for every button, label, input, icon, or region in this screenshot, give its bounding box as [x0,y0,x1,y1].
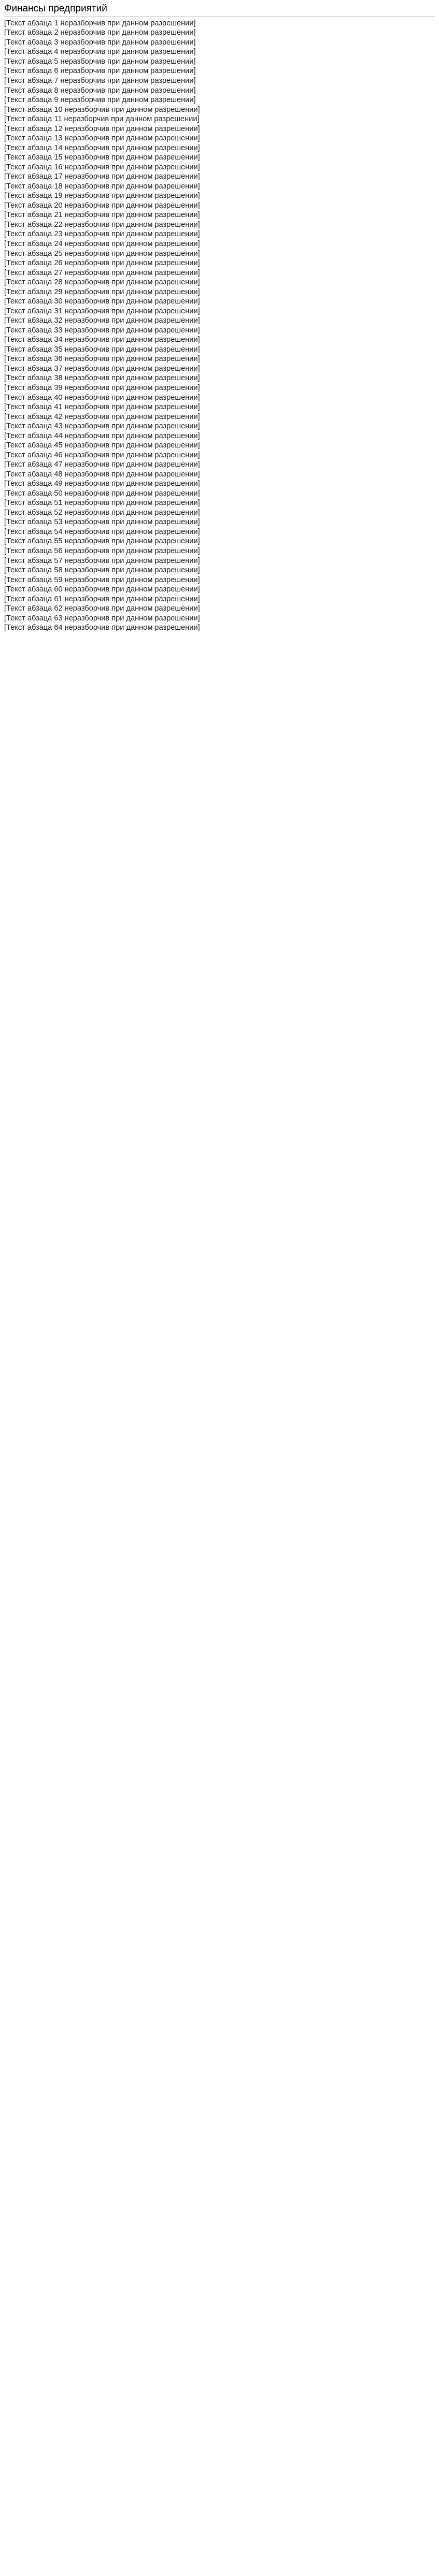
article-paragraph: [Текст абзаца 8 неразборчив при данном разрешении] [4,86,196,95]
article-paragraph: [Текст абзаца 7 неразборчив при данном разрешении] [4,76,196,85]
article-paragraph: [Текст абзаца 34 неразборчив при данном разрешении] [4,336,200,344]
article-paragraph: [Текст абзаца 46 неразборчив при данном разрешении] [4,451,200,459]
article-paragraph: [Текст абзаца 49 неразборчив при данном разрешении] [4,480,200,488]
article-paragraph: [Текст абзаца 35 неразборчив при данном разрешении] [4,345,200,354]
article-paragraph: [Текст абзаца 44 неразборчив при данном разрешении] [4,431,200,440]
article-paragraph: [Текст абзаца 6 неразборчив при данном разрешении] [4,67,196,76]
article-paragraph: [Текст абзаца 27 неразборчив при данном разрешении] [4,268,200,277]
article-paragraph: [Текст абзаца 63 неразборчив при данном разрешении] [4,614,200,623]
article-paragraph: [Текст абзаца 23 неразборчив при данном разрешении] [4,230,200,239]
article-paragraph: [Текст абзаца 31 неразборчив при данном разрешении] [4,307,200,315]
article-body [4,19,435,633]
article-paragraph: [Текст абзаца 13 неразборчив при данном разрешении] [4,134,200,143]
article-paragraph: [Текст абзаца 51 неразборчив при данном разрешении] [4,499,200,508]
article-paragraph: [Текст абзаца 60 неразборчив при данном разрешении] [4,585,200,594]
article-paragraph: [Текст абзаца 22 неразборчив при данном разрешении] [4,220,200,229]
article-paragraph: [Текст абзаца 5 неразборчив при данном разрешении] [4,57,196,66]
article-paragraph: [Текст абзаца 18 неразборчив при данном разрешении] [4,182,200,191]
article-paragraph: [Текст абзаца 52 неразборчив при данном разрешении] [4,508,200,517]
article-paragraph: [Текст абзаца 3 неразборчив при данном разрешении] [4,38,196,47]
article-paragraph: [Текст абзаца 32 неразборчив при данном разрешении] [4,316,200,325]
article-paragraph: [Текст абзаца 47 неразборчив при данном разрешении] [4,460,200,469]
article-paragraph: [Текст абзаца 54 неразборчив при данном разрешении] [4,527,200,536]
article-paragraph: [Текст абзаца 24 неразборчив при данном разрешении] [4,240,200,249]
article-paragraph: [Текст абзаца 20 неразборчив при данном разрешении] [4,201,200,210]
article-paragraph: [Текст абзаца 29 неразборчив при данном разрешении] [4,287,200,296]
article-paragraph: [Текст абзаца 41 неразборчив при данном разрешении] [4,403,200,412]
article-paragraph: [Текст абзаца 15 неразборчив при данном разрешении] [4,153,200,162]
article-paragraph: [Текст абзаца 1 неразборчив при данном разрешении] [4,19,196,27]
article-paragraph: [Текст абзаца 62 неразборчив при данном разрешении] [4,604,200,613]
article-paragraph: [Текст абзаца 14 неразборчив при данном разрешении] [4,143,200,152]
article-paragraph: [Текст абзаца 55 неразборчив при данном разрешении] [4,537,200,546]
article-paragraph: [Текст абзаца 19 неразборчив при данном разрешении] [4,192,200,200]
article-paragraph: [Текст абзаца 25 неразборчив при данном разрешении] [4,249,200,258]
article-paragraph: [Текст абзаца 16 неразборчив при данном разрешении] [4,163,200,171]
article-paragraph: [Текст абзаца 50 неразборчив при данном разрешении] [4,489,200,498]
article-paragraph: [Текст абзаца 30 неразборчив при данном разрешении] [4,297,200,306]
article-paragraph: [Текст абзаца 43 неразборчив при данном разрешении] [4,422,200,431]
article-paragraph: [Текст абзаца 10 неразборчив при данном разрешении] [4,105,200,114]
article-paragraph: [Текст абзаца 26 неразборчив при данном разрешении] [4,259,200,268]
article-paragraph: [Текст абзаца 11 неразборчив при данном разрешении] [4,115,200,124]
article-paragraph: [Текст абзаца 48 неразборчив при данном разрешении] [4,470,200,479]
article-paragraph: [Текст абзаца 58 неразборчив при данном разрешении] [4,566,200,575]
article-paragraph: [Текст абзаца 45 неразборчив при данном разрешении] [4,441,200,450]
article-paragraph: [Текст абзаца 4 неразборчив при данном разрешении] [4,48,196,56]
article [0,0,439,633]
article-paragraph: [Текст абзаца 36 неразборчив при данном разрешении] [4,355,200,364]
article-paragraph: [Текст абзаца 9 неразборчив при данном разрешении] [4,96,196,105]
article-paragraph: [Текст абзаца 59 неразборчив при данном разрешении] [4,575,200,584]
article-paragraph: [Текст абзаца 12 неразборчив при данном разрешении] [4,124,200,133]
article-paragraph: [Текст абзаца 33 неразборчив при данном разрешении] [4,326,200,335]
article-paragraph: [Текст абзаца 56 неразборчив при данном разрешении] [4,547,200,556]
article-paragraph: [Текст абзаца 17 неразборчив при данном разрешении] [4,172,200,181]
article-paragraph: [Текст абзаца 57 неразборчив при данном разрешении] [4,556,200,565]
article-paragraph: [Текст абзаца 39 неразборчив при данном разрешении] [4,383,200,392]
article-paragraph: [Текст абзаца 61 неразборчив при данном разрешении] [4,595,200,603]
article-paragraph: [Текст абзаца 28 неразборчив при данном разрешении] [4,278,200,287]
article-paragraph: [Текст абзаца 37 неразборчив при данном разрешении] [4,364,200,373]
article-paragraph: [Текст абзаца 53 неразборчив при данном разрешении] [4,518,200,527]
article-paragraph: [Текст абзаца 42 неразборчив при данном разрешении] [4,412,200,421]
article-paragraph: [Текст абзаца 40 неразборчив при данном разрешении] [4,393,200,402]
article-paragraph: [Текст абзаца 64 неразборчив при данном разрешении] [4,624,200,632]
article-paragraph: [Текст абзаца 21 неразборчив при данном разрешении] [4,211,200,220]
page-title: Финансы предприятий [4,3,435,17]
article-paragraph: [Текст абзаца 38 неразборчив при данном разрешении] [4,374,200,383]
article-paragraph: [Текст абзаца 2 неразборчив при данном разрешении] [4,28,196,37]
